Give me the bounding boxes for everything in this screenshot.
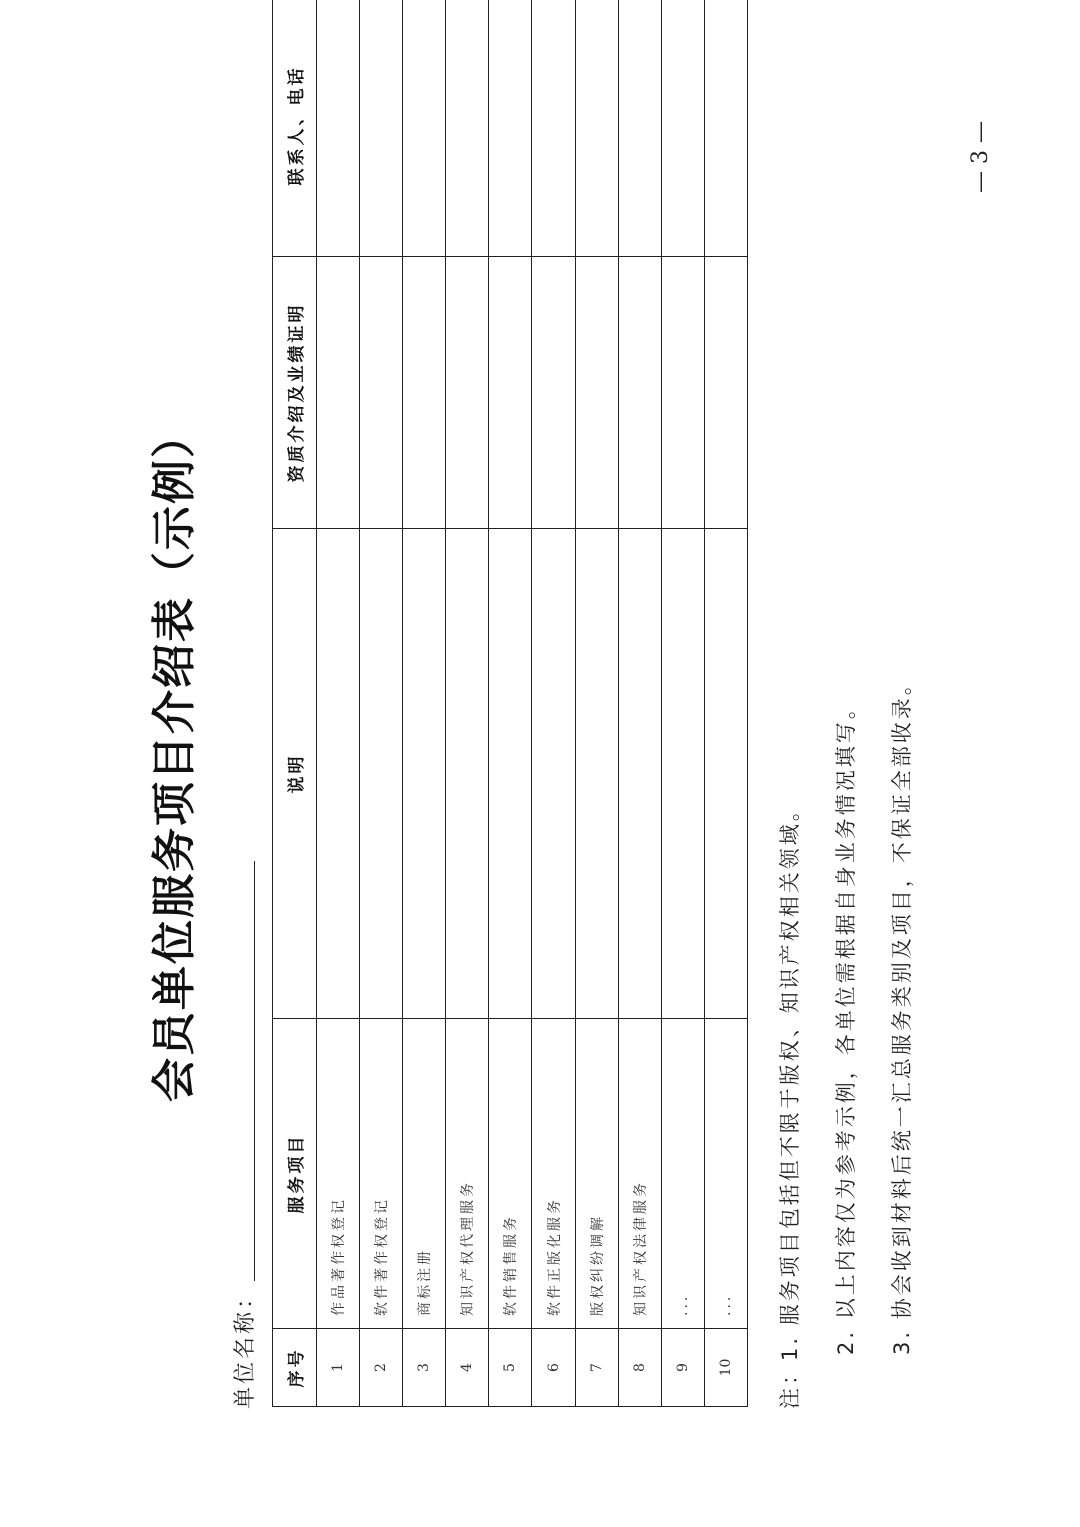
row-qualification-cell[interactable] — [317, 257, 360, 529]
note-item: 2. 以上内容仅为参考示例，各单位需根据自身业务情况填写。 — [834, 695, 858, 1355]
table-header-row — [273, 0, 317, 1407]
row-qualification-cell[interactable] — [446, 257, 489, 529]
row-qualification-cell[interactable] — [661, 257, 704, 529]
note-item — [762, 671, 818, 1409]
row-qualification-cell[interactable] — [618, 257, 661, 529]
header-description: 说明 — [273, 529, 317, 1019]
row-description-cell[interactable] — [532, 529, 575, 1019]
row-description-cell[interactable] — [704, 529, 747, 1019]
row-service-item: 知识产权法律服务 — [618, 1019, 661, 1329]
row-serial: 5 — [489, 1329, 532, 1407]
row-description-cell[interactable] — [317, 529, 360, 1019]
header-qualification: 资质介绍及业绩证明 — [273, 257, 317, 529]
row-contact-cell[interactable] — [532, 0, 575, 257]
row-service-item: ... — [704, 1019, 747, 1329]
row-qualification-cell[interactable] — [575, 257, 618, 529]
row-service-item: 软件销售服务 — [489, 1019, 532, 1329]
row-qualification-cell[interactable] — [403, 257, 446, 529]
note-text: 1. 服务项目包括但不限于版权、知识产权相关领域。 — [778, 797, 802, 1361]
table-row — [489, 0, 532, 1407]
row-service-item: ... — [661, 1019, 704, 1329]
unit-name-label: 单位名称： — [233, 1283, 258, 1409]
table-row — [446, 0, 489, 1407]
row-description-cell[interactable] — [360, 529, 403, 1019]
row-serial: 1 — [317, 1329, 360, 1407]
table-row — [360, 0, 403, 1407]
row-description-cell[interactable] — [575, 529, 618, 1019]
row-contact-cell[interactable] — [661, 0, 704, 257]
row-serial: 2 — [360, 1329, 403, 1407]
row-description-cell[interactable] — [446, 529, 489, 1019]
row-service-item: 软件正版化服务 — [532, 1019, 575, 1329]
row-serial: 10 — [704, 1329, 747, 1407]
row-serial: 7 — [575, 1329, 618, 1407]
service-table — [272, 0, 748, 1407]
row-contact-cell[interactable] — [446, 0, 489, 257]
row-contact-cell[interactable] — [360, 0, 403, 257]
table-row — [704, 0, 747, 1407]
row-service-item: 软件著作权登记 — [360, 1019, 403, 1329]
row-service-item: 商标注册 — [403, 1019, 446, 1329]
row-serial: 9 — [661, 1329, 704, 1407]
row-description-cell[interactable] — [489, 529, 532, 1019]
unit-name-blank — [254, 861, 255, 1281]
row-description-cell[interactable] — [618, 529, 661, 1019]
header-contact: 联系人、电话 — [273, 0, 317, 257]
table-row — [317, 0, 360, 1407]
document-title: 会员单位服务项目介绍表（示例） — [149, 412, 200, 1102]
notes-prefix: 注： — [778, 1361, 802, 1409]
table-row — [403, 0, 446, 1407]
row-service-item: 版权纠纷调解 — [575, 1019, 618, 1329]
row-contact-cell[interactable] — [618, 0, 661, 257]
header-serial: 序号 — [273, 1329, 317, 1407]
notes-block — [762, 671, 930, 1409]
row-contact-cell[interactable] — [575, 0, 618, 257]
row-qualification-cell[interactable] — [489, 257, 532, 529]
note-item: 3. 协会收到材料后统一汇总服务类别及项目，不保证全部收录。 — [890, 671, 914, 1355]
table-row — [575, 0, 618, 1407]
row-service-item: 作品著作权登记 — [317, 1019, 360, 1329]
row-serial: 4 — [446, 1329, 489, 1407]
row-qualification-cell[interactable] — [532, 257, 575, 529]
row-serial: 6 — [532, 1329, 575, 1407]
row-contact-cell[interactable] — [489, 0, 532, 257]
row-serial: 3 — [403, 1329, 446, 1407]
table-row — [618, 0, 661, 1407]
row-qualification-cell[interactable] — [360, 257, 403, 529]
row-contact-cell[interactable] — [403, 0, 446, 257]
header-service-item: 服务项目 — [273, 1019, 317, 1329]
row-description-cell[interactable] — [403, 529, 446, 1019]
table-row — [661, 0, 704, 1407]
row-qualification-cell[interactable] — [704, 257, 747, 529]
row-serial: 8 — [618, 1329, 661, 1407]
page-number: — 3 — — [968, 121, 993, 193]
row-contact-cell[interactable] — [317, 0, 360, 257]
row-service-item: 知识产权代理服务 — [446, 1019, 489, 1329]
row-contact-cell[interactable] — [704, 0, 747, 257]
row-description-cell[interactable] — [661, 529, 704, 1019]
table-row — [532, 0, 575, 1407]
